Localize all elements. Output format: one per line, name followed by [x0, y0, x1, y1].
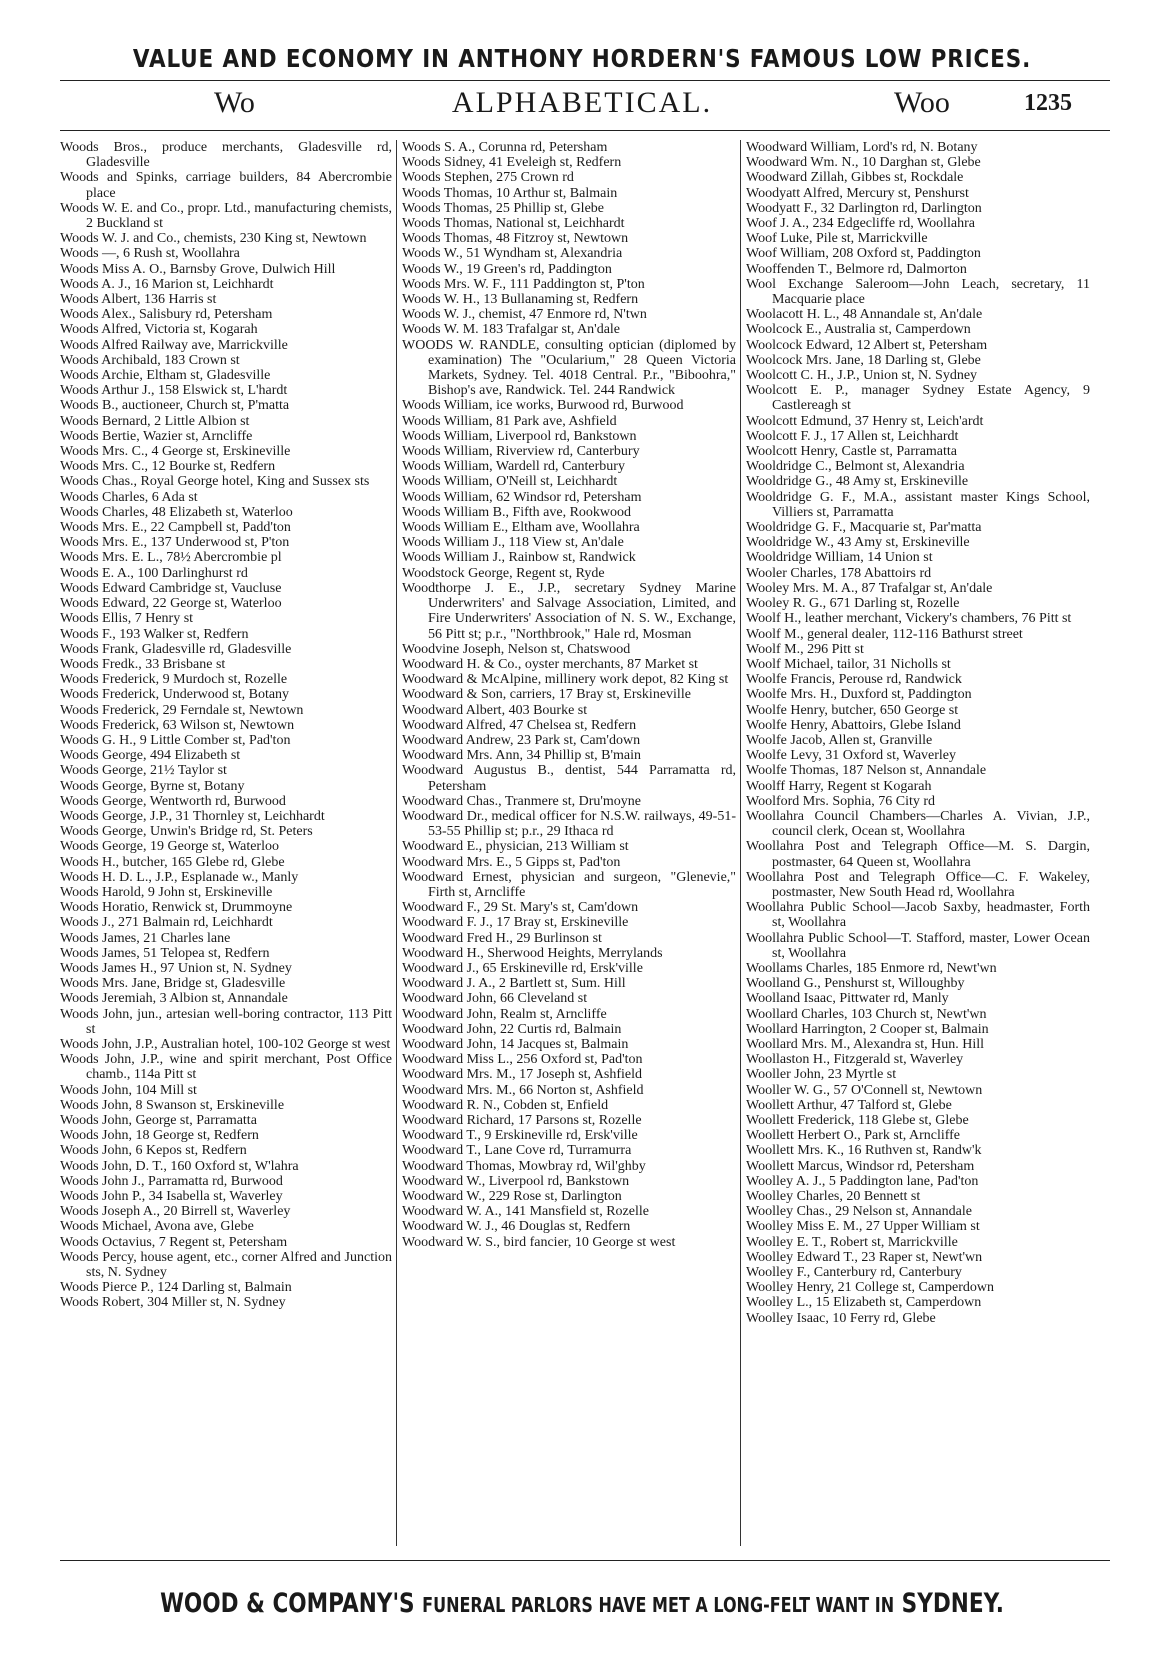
directory-entry: Woods William, ice works, Burwood rd, Burwood	[402, 398, 684, 414]
directory-entry: Woods John, J.P., Australian hotel, 100-102 George st west	[60, 1036, 391, 1052]
column-divider	[396, 140, 397, 1546]
directory-entry: Woollahra Council Chambers—Charles A. Vivian, J.P., council clerk, Ocean st, Woollahra	[746, 808, 1090, 840]
directory-entry: Woolf H., leather merchant, Vickery's chambers, 76 Pitt st	[746, 611, 1072, 627]
directory-entry: Woods John, 104 Mill st	[60, 1082, 197, 1098]
directory-entry: Woodward Wm. N., 10 Darghan st, Glebe	[746, 155, 981, 171]
directory-entry: Woodward John, 66 Cleveland st	[402, 991, 588, 1007]
header-left-guide-word: Wo	[214, 86, 255, 119]
directory-entry: Woollahra Post and Telegraph Office—M. S. Dargin, postmaster, 64 Queen st, Woollahra	[746, 839, 1090, 870]
directory-entry: Woods John P., 34 Isabella st, Waverley	[60, 1189, 283, 1205]
directory-entry: Woods Archibald, 183 Crown st	[60, 352, 240, 368]
directory-entry: Woods W. E. and Co., propr. Ltd., manufacturing chemists, 2 Buckland st	[60, 200, 392, 232]
banner-slogan: FUNERAL PARLORS HAVE MET A LONG-FELT WANT IN	[422, 1593, 895, 1617]
directory-entry: Woodward John, Realm st, Arncliffe	[402, 1006, 607, 1022]
directory-entry: Woods E. A., 100 Darlinghurst rd	[60, 565, 248, 581]
directory-entry: Woods William J., 118 View st, An'dale	[402, 535, 624, 551]
directory-entry: Woods Mrs. Jane, Bridge st, Gladesville	[60, 976, 286, 992]
directory-entry: Woolf M., general dealer, 112-116 Bathurst street	[746, 626, 1023, 642]
directory-entry: Woods John, J.P., wine and spirit merchant, Post Office chamb., 114a Pitt st	[60, 1052, 392, 1083]
directory-entry: Woods Thomas, 48 Fitzroy st, Newtown	[402, 231, 629, 247]
directory-entry: Woodward Dr., medical officer for N.S.W. railways, 49-51-53-55 Phillip st; p.r., 29 Ithaca rd	[402, 808, 736, 840]
directory-entry: Woods Stephen, 275 Crown rd	[402, 170, 574, 186]
directory-entry: Woolfe Thomas, 187 Nelson st, Annandale	[746, 763, 987, 779]
directory-entry: Woodward & Son, carriers, 17 Bray st, Erskineville	[402, 687, 691, 703]
directory-entry: Woods Ellis, 7 Henry st	[60, 611, 194, 627]
directory-entry: Woollard Charles, 103 Church st, Newt'wn	[746, 1006, 987, 1022]
directory-entry: Woods Albert, 136 Harris st	[60, 292, 217, 308]
directory-entry: Woodward J. A., 2 Bartlett st, Sum. Hill	[402, 976, 626, 992]
directory-entry: Woolley Edward T., 23 Raper st, Newt'wn	[746, 1249, 983, 1265]
directory-entry: Woods Arthur J., 158 Elswick st, L'hardt	[60, 383, 288, 399]
header-rule-top	[60, 80, 1110, 81]
directory-entry: Wooldridge C., Belmont st, Alexandria	[746, 459, 965, 475]
directory-entry: Woods W. J., chemist, 47 Enmore rd, N'twn	[402, 307, 647, 323]
directory-entry: Woods G. H., 9 Little Comber st, Pad'ton	[60, 732, 291, 748]
directory-entry: Woods John, 6 Kepos st, Redfern	[60, 1143, 247, 1159]
directory-entry: Woollahra Post and Telegraph Office—C. F. Wakeley, postmaster, New South Head rd, Woollahra	[746, 869, 1090, 900]
directory-entry: Woolfe Levy, 31 Oxford st, Waverley	[746, 748, 957, 764]
directory-entry: Woodthorpe J. E., J.P., secretary Sydney Marine Underwriters' and Salvage Association, Limited, and Fire Underwriters' Association of N. S. W., Exchange, 56 Pitt st; p.r., "Northbrook," Hale rd, Mosman	[402, 580, 736, 642]
directory-entry: Woodward Fred H., 29 Burlinson st	[402, 930, 602, 946]
directory-entry: Woods Jeremiah, 3 Albion st, Annandale	[60, 991, 288, 1007]
directory-entry: Woods Frederick, Underwood st, Botany	[60, 687, 290, 703]
directory-entry: Woods George, 494 Elizabeth st	[60, 748, 241, 764]
directory-entry: Woollett Frederick, 118 Glebe st, Glebe	[746, 1113, 969, 1128]
directory-entry: Woods William, 81 Park ave, Ashfield	[402, 413, 617, 429]
directory-entry: Woods J., 271 Balmain rd, Leichhardt	[60, 915, 273, 931]
directory-entry: Woodward John, 22 Curtis rd, Balmain	[402, 1021, 622, 1037]
directory-entry: Woods Edward, 22 George st, Waterloo	[60, 596, 282, 612]
directory-entry: Woods Mrs. E. L., 78½ Abercrombie pl	[60, 550, 282, 566]
directory-entry: Woods W. M. 183 Trafalgar st, An'dale	[402, 322, 621, 338]
directory-entry: Woods W., 19 Green's rd, Paddington	[402, 261, 612, 277]
directory-entry: Woollett Arthur, 47 Talford st, Glebe	[746, 1097, 952, 1113]
directory-entry: Woodward E., physician, 213 William st	[402, 839, 629, 855]
directory-entry: Woods George, Byrne st, Botany	[60, 778, 245, 794]
directory-entry: Wooldridge William, 14 Union st	[746, 550, 933, 566]
directory-entry: WOODS W. RANDLE, consulting optician (diplomed by examination) The "Ocularium," 28 Queen Victoria Markets, Sydney. Tel. 4018 Central. P.r., "Biboohra," Bishop's ave, Randwick. Tel. 244 Randwick	[402, 337, 736, 399]
directory-entry: Woods Mrs. E., 22 Campbell st, Padd'ton	[60, 520, 291, 536]
directory-entry: Woods William B., Fifth ave, Rookwood	[402, 504, 632, 520]
directory-entry: Wooldridge G. F., M.A., assistant master Kings School, Villiers st, Parramatta	[746, 489, 1090, 520]
directory-entry: Woolfe Henry, Abattoirs, Glebe Island	[746, 717, 961, 733]
directory-entry: Wool Exchange Saleroom—John Leach, secretary, 11 Macquarie place	[746, 276, 1090, 308]
directory-entry: Woods John, D. T., 160 Oxford st, W'lahra	[60, 1158, 299, 1174]
directory-entry: Woods William, Liverpool rd, Bankstown	[402, 428, 637, 444]
directory-entry: Woods Alex., Salisbury rd, Petersham	[60, 307, 273, 323]
directory-entry: Woolacott H. L., 48 Annandale st, An'dale	[746, 307, 983, 323]
directory-column-3	[746, 140, 1090, 1326]
directory-entry: Woods George, 21½ Taylor st	[60, 763, 227, 779]
directory-entry: Woods F., 193 Walker st, Redfern	[60, 626, 249, 642]
directory-entry: Woodward W. A., 141 Mansfield st, Rozelle	[402, 1204, 649, 1220]
directory-entry: Woolf M., 296 Pitt st	[746, 641, 864, 657]
directory-entry: Woolley L., 15 Elizabeth st, Camperdown	[746, 1295, 982, 1311]
directory-entry: Woods Michael, Avona ave, Glebe	[60, 1219, 254, 1235]
directory-entry: Woods H., butcher, 165 Glebe rd, Glebe	[60, 854, 285, 870]
directory-entry: Woodward T., 9 Erskineville rd, Ersk'ville	[402, 1128, 638, 1144]
directory-entry: Woods Thomas, 25 Phillip st, Glebe	[402, 200, 605, 216]
directory-entry: Woodyatt Alfred, Mercury st, Penshurst	[746, 185, 969, 201]
column-divider	[740, 140, 741, 1546]
directory-entry: Woods Archie, Eltham st, Gladesville	[60, 368, 271, 384]
page-number: 1235	[1024, 90, 1072, 116]
directory-entry: Woods Mrs. E., 137 Underwood st, P'ton	[60, 535, 290, 551]
directory-entry: Woods George, J.P., 31 Thornley st, Leichhardt	[60, 808, 325, 824]
directory-entry: Woods Robert, 304 Miller st, N. Sydney	[60, 1295, 286, 1311]
directory-entry: Woodyatt F., 32 Darlington rd, Darlington	[746, 200, 982, 216]
directory-entry: Woodward Miss L., 256 Oxford st, Pad'ton	[402, 1052, 643, 1068]
directory-entry: Woodward H., Sherwood Heights, Merrylands	[402, 945, 663, 961]
directory-entry: Woods Frank, Gladesville rd, Gladesville	[60, 641, 292, 657]
directory-entry: Woodward W. S., bird fancier, 10 George st west	[402, 1234, 676, 1250]
directory-entry: Woods W., 51 Wyndham st, Alexandria	[402, 246, 623, 262]
directory-entry: Woodward Mrs. M., 17 Joseph st, Ashfield	[402, 1067, 642, 1083]
directory-entry: Woodward F., 29 St. Mary's st, Cam'down	[402, 900, 639, 916]
directory-entry: Woolcock E., Australia st, Camperdown	[746, 322, 971, 338]
directory-entry: Woods William, 62 Windsor rd, Petersham	[402, 489, 642, 505]
directory-entry: Woodward & McAlpine, millinery work depot, 82 King st	[402, 672, 729, 688]
directory-entry: Wooley R. G., 671 Darling st, Rozelle	[746, 596, 960, 612]
directory-entry: Woodstock George, Regent st, Ryde	[402, 565, 605, 581]
directory-entry: Woods Charles, 48 Elizabeth st, Waterloo	[60, 504, 293, 520]
directory-entry: Woolley A. J., 5 Paddington lane, Pad'ton	[746, 1173, 979, 1189]
directory-entry: Woodward Albert, 403 Bourke st	[402, 702, 588, 718]
directory-entry: Woods George, Wentworth rd, Burwood	[60, 793, 286, 809]
directory-entry: Woods Miss A. O., Barnsby Grove, Dulwich Hill	[60, 261, 336, 277]
directory-column-1	[60, 140, 392, 1311]
directory-entry: Woodward Mrs. M., 66 Norton st, Ashfield	[402, 1082, 644, 1098]
directory-entry: Woodvine Joseph, Nelson st, Chatswood	[402, 641, 631, 657]
directory-entry: Woodward William, Lord's rd, N. Botany	[746, 140, 978, 155]
directory-entry: Woodward Richard, 17 Parsons st, Rozelle	[402, 1113, 642, 1128]
directory-entry: Woollett Herbert O., Park st, Arncliffe	[746, 1128, 961, 1144]
directory-entry: Woolland G., Penshurst st, Willoughby	[746, 976, 965, 992]
directory-entry: Woodward Thomas, Mowbray rd, Wil'ghby	[402, 1158, 646, 1174]
directory-entry: Woolcott F. J., 17 Allen st, Leichhardt	[746, 428, 959, 444]
directory-entry: Woods and Spinks, carriage builders, 84 Abercrombie place	[60, 170, 392, 201]
directory-entry: Woof Luke, Pile st, Marrickville	[746, 231, 928, 247]
directory-entry: Woolcott Edmund, 37 Henry st, Leich'ardt	[746, 413, 984, 429]
directory-entry: Woollams Charles, 185 Enmore rd, Newt'wn	[746, 960, 997, 976]
header-section-title: ALPHABETICAL.	[451, 86, 713, 119]
directory-entry: Woodward John, 14 Jacques st, Balmain	[402, 1036, 629, 1052]
directory-entry: Woods William, O'Neill st, Leichhardt	[402, 474, 618, 490]
directory-entry: Woods A. J., 16 Marion st, Leichhardt	[60, 276, 274, 292]
directory-entry: Wooler Charles, 178 Abattoirs rd	[746, 565, 932, 581]
directory-entry: Woolley Isaac, 10 Ferry rd, Glebe	[746, 1310, 936, 1326]
directory-entry: Woods W. J. and Co., chemists, 230 King st, Newtown	[60, 231, 367, 247]
directory-entry: Woodward Mrs. E., 5 Gipps st, Pad'ton	[402, 854, 621, 870]
header-right-guide-word: Woo	[894, 86, 950, 119]
directory-entry: Woodward Mrs. Ann, 34 Phillip st, B'main	[402, 748, 642, 764]
banner-city: SYDNEY.	[901, 1588, 1004, 1619]
directory-entry: Woollahra Public School—T. Stafford, master, Lower Ocean st, Woollahra	[746, 930, 1090, 961]
directory-entry: Woods William, Wardell rd, Canterbury	[402, 459, 625, 475]
directory-entry: Woods William E., Eltham ave, Woollahra	[402, 520, 640, 536]
directory-entry: Woolcott C. H., J.P., Union st, N. Sydney	[746, 368, 978, 384]
directory-entry: Woods Chas., Royal George hotel, King and Sussex sts	[60, 474, 370, 490]
directory-entry: Woods George, Unwin's Bridge rd, St. Peters	[60, 824, 313, 840]
directory-entry: Woods John, 18 George st, Redfern	[60, 1128, 259, 1144]
directory-entry: Woolfe Mrs. H., Duxford st, Paddington	[746, 687, 972, 703]
directory-entry: Woollett Mrs. K., 16 Ruthven st, Randw'k	[746, 1143, 982, 1159]
directory-entry: Woods Charles, 6 Ada st	[60, 489, 198, 505]
directory-entry: Woodward T., Lane Cove rd, Turramurra	[402, 1143, 632, 1159]
directory-entry: Woolcock Mrs. Jane, 18 Darling st, Glebe	[746, 352, 981, 368]
directory-entry: Woods Mrs. W. F., 111 Paddington st, P'ton	[402, 276, 645, 292]
directory-entry: Woodward Zillah, Gibbes st, Rockdale	[746, 170, 964, 186]
directory-entry: Woods Frederick, 29 Ferndale st, Newtown	[60, 702, 304, 718]
directory-entry: Woods John, 8 Swanson st, Erskineville	[60, 1097, 285, 1113]
directory-entry: Wooldridge G., 48 Amy st, Erskineville	[746, 474, 969, 490]
directory-entry: Woods James H., 97 Union st, N. Sydney	[60, 960, 292, 976]
directory-entry: Woods Alfred Railway ave, Marrickville	[60, 337, 288, 353]
directory-entry: Woods Thomas, 10 Arthur st, Balmain	[402, 185, 618, 201]
directory-entry: Woollard Harrington, 2 Cooper st, Balmain	[746, 1021, 989, 1037]
directory-entry: Woods B., auctioneer, Church st, P'matta	[60, 398, 290, 414]
directory-column-2	[402, 140, 736, 1250]
directory-entry: Woodward R. N., Cobden st, Enfield	[402, 1097, 609, 1113]
directory-entry: Woods Bertie, Wazier st, Arncliffe	[60, 428, 253, 444]
footer-rule	[60, 1560, 1110, 1561]
directory-entry: Woods W. H., 13 Bullanaming st, Redfern	[402, 292, 639, 308]
directory-entry: Wooller W. G., 57 O'Connell st, Newtown	[746, 1082, 983, 1098]
directory-entry: Woolley Miss E. M., 27 Upper William st	[746, 1219, 980, 1235]
directory-entry: Woods George, 19 George st, Waterloo	[60, 839, 279, 855]
directory-entry: Woolcock Edward, 12 Albert st, Petersham	[746, 337, 988, 353]
directory-entry: Woods John J., Parramatta rd, Burwood	[60, 1173, 283, 1189]
directory-entry: Woods James, 21 Charles lane	[60, 930, 231, 946]
directory-entry: Woods Alfred, Victoria st, Kogarah	[60, 322, 258, 338]
directory-entry: Woof J. A., 234 Edgecliffe rd, Woollahra	[746, 216, 975, 232]
directory-entry: Woods Horatio, Renwick st, Drummoyne	[60, 900, 293, 916]
directory-entry: Woollard Mrs. M., Alexandra st, Hun. Hill	[746, 1036, 985, 1052]
directory-entry: Woof William, 208 Oxford st, Paddington	[746, 246, 981, 262]
directory-entry: Woods Thomas, National st, Leichhardt	[402, 216, 625, 232]
directory-entry: Woods Bernard, 2 Little Albion st	[60, 413, 250, 429]
banner-company-name: WOOD & COMPANY'S	[160, 1588, 415, 1619]
bottom-advertisement-banner	[116, 1588, 1047, 1619]
directory-entry: Woods John, jun., artesian well-boring contractor, 113 Pitt st	[60, 1006, 392, 1037]
directory-entry: Woodward Augustus B., dentist, 544 Parramatta rd, Petersham	[402, 763, 736, 794]
directory-entry: Woolley Henry, 21 College st, Camperdown	[746, 1280, 994, 1296]
directory-entry: Wooley Mrs. M. A., 87 Trafalgar st, An'dale	[746, 580, 993, 596]
directory-entry: Woolley E. T., Robert st, Marrickville	[746, 1234, 958, 1250]
directory-entry: Woods Edward Cambridge st, Vaucluse	[60, 580, 282, 596]
directory-entry: Woods Sidney, 41 Eveleigh st, Redfern	[402, 155, 622, 171]
directory-entry: Woollahra Public School—Jacob Saxby, headmaster, Forth st, Woollahra	[746, 900, 1090, 931]
directory-entry: Woods H. D. L., J.P., Esplanade w., Manly	[60, 869, 299, 885]
directory-entry: Woods Percy, house agent, etc., corner Alfred and Junction sts, N. Sydney	[60, 1249, 392, 1281]
directory-entry: Woodward Chas., Tranmere st, Dru'moyne	[402, 793, 641, 809]
directory-entry: Woodward Ernest, physician and surgeon, "Glenevie," Firth st, Arncliffe	[402, 869, 736, 900]
directory-entry: Woolfe Jacob, Allen st, Granville	[746, 732, 933, 748]
directory-entry: Woolf Michael, tailor, 31 Nicholls st	[746, 656, 951, 672]
directory-entry: Woolcott E. P., manager Sydney Estate Agency, 9 Castlereagh st	[746, 383, 1090, 414]
directory-entry: Woodward Alfred, 47 Chelsea st, Redfern	[402, 717, 637, 733]
directory-entry: Woodward H. & Co., oyster merchants, 87 Market st	[402, 656, 698, 672]
top-advertisement-banner: VALUE AND ECONOMY IN ANTHONY HORDERN'S FAMOUS LOW PRICES.	[132, 44, 1032, 73]
directory-entry: Woolley F., Canterbury rd, Canterbury	[746, 1265, 962, 1281]
directory-entry: Woods —, 6 Rush st, Woollahra	[60, 246, 240, 262]
directory-entry: Woods Octavius, 7 Regent st, Petersham	[60, 1234, 288, 1250]
directory-entry: Woolff Harry, Regent st Kogarah	[746, 778, 932, 794]
directory-entry: Woollaston H., Fitzgerald st, Waverley	[746, 1052, 964, 1068]
directory-entry: Woods John, George st, Parramatta	[60, 1113, 257, 1128]
directory-entry: Woods Fredk., 33 Brisbane st	[60, 656, 226, 672]
directory-entry: Woodward Andrew, 23 Park st, Cam'down	[402, 732, 641, 748]
directory-entry: Woods Frederick, 63 Wilson st, Newtown	[60, 717, 295, 733]
header-rule-bottom	[60, 130, 1110, 131]
directory-entry: Woodward F. J., 17 Bray st, Erskineville	[402, 915, 629, 931]
directory-entry: Woods Frederick, 9 Murdoch st, Rozelle	[60, 672, 288, 688]
directory-entry: Woolley Charles, 20 Bennett st	[746, 1189, 921, 1205]
directory-entry: Woolfe Henry, butcher, 650 George st	[746, 702, 959, 718]
directory-entry: Woods Joseph A., 20 Birrell st, Waverley	[60, 1204, 291, 1220]
directory-entry: Woods Mrs. C., 4 George st, Erskineville	[60, 444, 291, 460]
directory-entry: Woods Mrs. C., 12 Bourke st, Redfern	[60, 459, 276, 475]
directory-entry: Wooldridge W., 43 Amy st, Erskineville	[746, 535, 970, 551]
directory-entry: Woods Harold, 9 John st, Erskineville	[60, 884, 273, 900]
directory-entry: Woodward J., 65 Erskineville rd, Ersk'ville	[402, 960, 643, 976]
directory-entry: Woolford Mrs. Sophia, 76 City rd	[746, 793, 936, 809]
directory-entry: Wooffenden T., Belmore rd, Dalmorton	[746, 261, 967, 277]
directory-entry: Woodward W. J., 46 Douglas st, Redfern	[402, 1219, 631, 1235]
directory-entry: Woodward W., Liverpool rd, Bankstown	[402, 1173, 630, 1189]
directory-entry: Woollett Marcus, Windsor rd, Petersham	[746, 1158, 975, 1174]
directory-entry: Wooldridge G. F., Macquarie st, Par'matta	[746, 520, 982, 536]
directory-entry: Woods S. A., Corunna rd, Petersham	[402, 140, 608, 155]
directory-entry: Woolfe Francis, Perouse rd, Randwick	[746, 672, 962, 688]
directory-entry: Woolland Isaac, Pittwater rd, Manly	[746, 991, 949, 1007]
directory-entry: Woodward W., 229 Rose st, Darlington	[402, 1189, 622, 1205]
directory-entry: Woods William, Riverview rd, Canterbury	[402, 444, 640, 460]
directory-entry: Woolcott Henry, Castle st, Parramatta	[746, 444, 958, 460]
directory-entry: Wooller John, 23 Myrtle st	[746, 1067, 897, 1083]
directory-entry: Woods Pierce P., 124 Darling st, Balmain	[60, 1280, 292, 1296]
directory-entry: Woolley Chas., 29 Nelson st, Annandale	[746, 1204, 972, 1220]
directory-entry: Woods William J., Rainbow st, Randwick	[402, 550, 636, 566]
directory-entry: Woods Bros., produce merchants, Gladesville rd, Gladesville	[60, 140, 392, 171]
directory-entry: Woods James, 51 Telopea st, Redfern	[60, 945, 270, 961]
